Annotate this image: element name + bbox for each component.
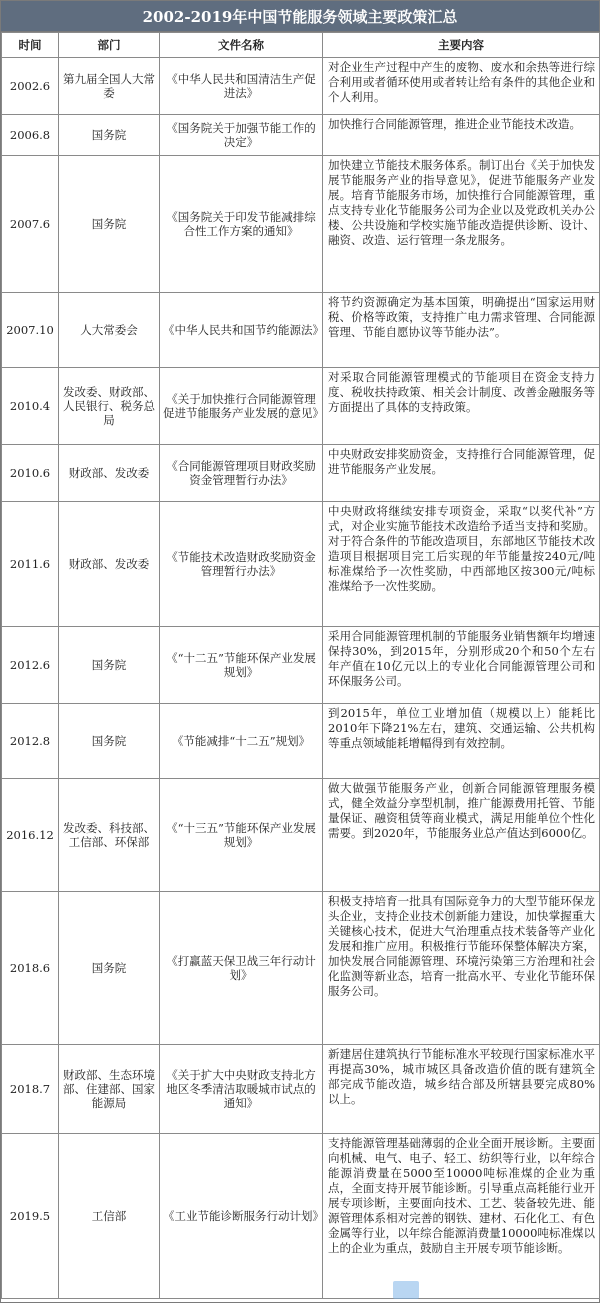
cell-doc: 《关于加快推行合同能源管理促进节能服务产业发展的意见》 [160,368,323,445]
cell-time: 2007.10 [2,293,59,368]
cell-dept: 第九届全国人大常委 [59,58,160,115]
table-title: 2002-2019年中国节能服务领域主要政策汇总 [1,1,599,32]
cell-time: 2019.5 [2,1134,59,1299]
cell-doc: 《“十二五”节能环保产业发展规划》 [160,627,323,704]
cell-dept: 财政部、生态环境部、住建部、国家能源局 [59,1045,160,1134]
cell-dept: 财政部、发改委 [59,502,160,627]
table-row [2,445,600,502]
cell-dept: 工信部 [59,1134,160,1299]
watermark-mark [393,1281,419,1299]
header-content: 主要内容 [323,33,600,58]
table-row [2,293,600,368]
cell-dept: 人大常委会 [59,293,160,368]
table-row [2,892,600,1045]
cell-time: 2018.7 [2,1045,59,1134]
cell-doc: 《合同能源管理项目财政奖励资金管理暂行办法》 [160,445,323,502]
header-doc: 文件名称 [160,33,323,58]
cell-time: 2010.6 [2,445,59,502]
cell-dept: 国务院 [59,704,160,779]
policy-table [1,32,600,1299]
table-row [2,779,600,892]
cell-doc: 《中华人民共和国清洁生产促进法》 [160,58,323,115]
cell-doc: 《打赢蓝天保卫战三年行动计划》 [160,892,323,1045]
cell-time: 2012.8 [2,704,59,779]
cell-dept: 财政部、发改委 [59,445,160,502]
cell-content: 加快建立节能技术服务体系。制订出台《关于加快发展节能服务产业的指导意见》，促进节能服务产业发展。培育节能服务市场，加快推行合同能源管理，重点支持专业化节能服务公司为企业以及党政机关办公楼、公共设施和学校实施节能改造提供诊断、设计、融资、改造、运行管理一条龙服务。 [323,156,600,293]
table-row [2,502,600,627]
cell-content: 到2015年，单位工业增加值（规模以上）能耗比2010年下降21%左右，建筑、交通运输、公共机构等重点领域能耗增幅得到有效控制。 [323,704,600,779]
cell-dept: 国务院 [59,892,160,1045]
cell-dept: 国务院 [59,627,160,704]
cell-doc: 《工业节能诊断服务行动计划》 [160,1134,323,1299]
cell-content: 积极支持培育一批具有国际竞争力的大型节能环保龙头企业，支持企业技术创新能力建设，加快掌握重大关键核心技术，促进大气治理重点技术装备等产业化发展和推广应用。积极推行节能环保整体解决方案，加快发展合同能源管理、环境污染第三方治理和社会化监测等新业态，培育一批高水平、专业化节能环保服务公司。 [323,892,600,1045]
cell-content: 新建居住建筑执行节能标准水平较现行国家标准水平再提高30%，城市城区具备改造价值的既有建筑全部完成节能改造，城乡结合部及所辖县要完成80%以上。 [323,1045,600,1134]
cell-content: 支持能源管理基础薄弱的企业全面开展诊断。主要面向机械、电气、电子、轻工、纺织等行业，以年综合能源消费量在5000至10000吨标准煤的企业为重点，全面支持开展节能诊断。引导重点高耗能行业开展专项诊断，主要面向技术、工艺、装备较先进、能源管理体系相对完善的钢铁、建材、石化化工、有色金属等行业，以年综合能源消费量10000吨标准煤以上的企业为重点，鼓励自主开展专项节能诊断。 [323,1134,600,1299]
cell-doc: 《“十三五”节能环保产业发展规划》 [160,779,323,892]
cell-content: 对采取合同能源管理模式的节能项目在资金支持力度、税收扶持政策、相关会计制度、改善金融服务等方面提出了具体的支持政策。 [323,368,600,445]
cell-doc: 《节能减排“十二五”规划》 [160,704,323,779]
header-time: 时间 [2,33,59,58]
table-row [2,115,600,156]
table-row [2,704,600,779]
table-row [2,368,600,445]
cell-time: 2010.4 [2,368,59,445]
cell-content: 中央财政安排奖励资金，支持推行合同能源管理，促进节能服务产业发展。 [323,445,600,502]
cell-time: 2018.6 [2,892,59,1045]
cell-doc: 《节能技术改造财政奖励资金管理暂行办法》 [160,502,323,627]
header-row [2,33,600,58]
cell-content: 中央财政将继续安排专项资金，采取“以奖代补”方式，对企业实施节能技术改造给予适当支持和奖励。对于符合条件的节能改造项目，东部地区节能技术改造项目根据项目完工后实现的年节能量按240元/吨标准煤给予一次性奖励，中西部地区按300元/吨标准煤给予一次性奖励。 [323,502,600,627]
cell-time: 2002.6 [2,58,59,115]
cell-doc: 《国务院关于加强节能工作的决定》 [160,115,323,156]
cell-dept: 国务院 [59,115,160,156]
table-row [2,1045,600,1134]
cell-dept: 国务院 [59,156,160,293]
table-row [2,156,600,293]
table-row [2,627,600,704]
cell-time: 2007.6 [2,156,59,293]
cell-content: 做大做强节能服务产业，创新合同能源管理服务模式，健全效益分享型机制，推广能源费用托管、节能量保证、融资租赁等商业模式，满足用能单位个性化需要。到2020年，节能服务业总产值达到6000亿。 [323,779,600,892]
table-row [2,58,600,115]
cell-dept: 发改委、科技部、工信部、环保部 [59,779,160,892]
cell-content: 对企业生产过程中产生的废物、废水和余热等进行综合利用或者循环使用或者转让给有条件的其他企业和个人利用。 [323,58,600,115]
cell-time: 2012.6 [2,627,59,704]
cell-time: 2011.6 [2,502,59,627]
cell-doc: 《国务院关于印发节能减排综合性工作方案的通知》 [160,156,323,293]
cell-time: 2006.8 [2,115,59,156]
cell-time: 2016.12 [2,779,59,892]
cell-content: 将节约资源确定为基本国策，明确提出“国家运用财税、价格等政策，支持推广电力需求管理、合同能源管理、节能自愿协议等节能办法”。 [323,293,600,368]
header-dept: 部门 [59,33,160,58]
cell-doc: 《中华人民共和国节约能源法》 [160,293,323,368]
cell-content: 加快推行合同能源管理，推进企业节能技术改造。 [323,115,600,156]
cell-content: 采用合同能源管理机制的节能服务业销售额年均增速保持30%，到2015年，分别形成20个和50个左右年产值在10亿元以上的专业化合同能源管理公司和环保服务公司。 [323,627,600,704]
cell-dept: 发改委、财政部、人民银行、税务总局 [59,368,160,445]
cell-doc: 《关于扩大中央财政支持北方地区冬季清洁取暖城市试点的通知》 [160,1045,323,1134]
table-row [2,1134,600,1299]
